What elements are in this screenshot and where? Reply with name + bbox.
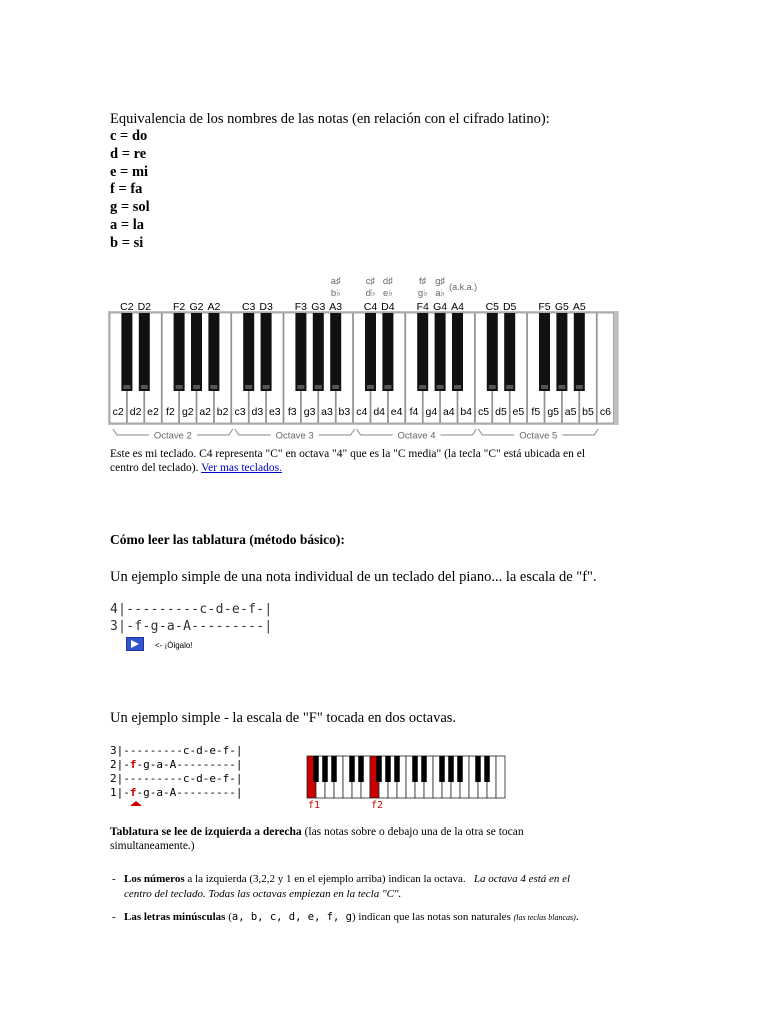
white-key-label: a2 xyxy=(199,406,212,418)
black-key-label: G2 xyxy=(189,301,204,313)
equiv-list xyxy=(110,128,150,253)
mini-black-key xyxy=(475,756,481,782)
bullet2-mono: a, b, c, d, e, f, g xyxy=(231,911,352,923)
play-icon xyxy=(127,638,143,650)
white-key-label: b3 xyxy=(338,406,351,418)
black-key xyxy=(487,313,498,391)
mini-black-key xyxy=(376,756,382,782)
octave-bracket xyxy=(441,429,477,435)
tab1-line-1: 4|---------c-d-e-f-| xyxy=(110,602,273,617)
white-key-label: c5 xyxy=(478,406,490,418)
bullet2-close: ) indican que las notas son naturales xyxy=(352,911,514,923)
mini-black-key xyxy=(322,756,328,782)
equiv-item: d = re xyxy=(110,145,147,162)
black-key-label: C2 xyxy=(120,301,134,313)
tab1-line-2: 3|-f-g-a-A---------| xyxy=(110,619,273,634)
black-key xyxy=(295,313,306,391)
octave-label: Octave 2 xyxy=(153,430,192,442)
black-key-shine xyxy=(176,385,183,389)
black-key-label: A5 xyxy=(572,301,586,313)
black-key-shine xyxy=(123,385,130,389)
black-key xyxy=(191,313,202,391)
mini-black-key xyxy=(349,756,355,782)
caption-text: Este es mi teclado. C4 representa "C" en octava "4" que es la "C media" (la tecla "C" está ubicada en el xyxy=(110,448,586,460)
caption-text-2: centro del teclado). xyxy=(110,462,199,474)
tab2-line xyxy=(110,772,242,786)
black-key-label: A2 xyxy=(207,301,221,313)
black-key-shine xyxy=(419,385,426,389)
black-key xyxy=(382,313,393,391)
mini-octave-label: f1 xyxy=(308,800,321,810)
tab2-suffix: -g-a-A---------| xyxy=(136,786,243,799)
white-key-label: c3 xyxy=(234,406,246,418)
black-key xyxy=(261,313,272,391)
octave-label: Octave 4 xyxy=(397,430,436,442)
black-key-label: F4 xyxy=(416,301,429,313)
reading-bold: Tablatura se lee de izquierda a derecha xyxy=(110,826,302,838)
mini-keyboard-diagram xyxy=(306,754,506,810)
white-key-label: f3 xyxy=(287,406,297,418)
black-key xyxy=(365,313,376,391)
octave-label: Octave 3 xyxy=(275,430,314,442)
bullet2-end: . xyxy=(575,911,579,923)
bullet-dash: - xyxy=(112,911,116,923)
white-key-label: e3 xyxy=(268,406,281,418)
sharp-label: d♯ xyxy=(382,276,393,287)
black-key-shine xyxy=(263,385,270,389)
bullet1-bold: Los números xyxy=(124,873,185,885)
white-key-label: g3 xyxy=(303,406,316,418)
black-key-shine xyxy=(141,385,148,389)
bullet-lowercase-letters xyxy=(112,910,672,925)
equiv-item: g = sol xyxy=(110,199,150,216)
black-key-shine xyxy=(454,385,461,389)
reading-rest-2: simultaneamente.) xyxy=(110,840,195,852)
equiv-item: f = fa xyxy=(110,181,143,198)
tab2-line xyxy=(110,758,242,772)
piano-keyboard-diagram xyxy=(108,268,634,448)
mini-black-key xyxy=(484,756,490,782)
white-key-label: b5 xyxy=(582,406,594,418)
black-key-shine xyxy=(332,385,339,389)
white-key-label: c6 xyxy=(599,406,611,418)
black-key-label: F3 xyxy=(294,301,308,313)
mini-black-key xyxy=(448,756,454,782)
white-key-label: f5 xyxy=(531,406,541,418)
play-button[interactable] xyxy=(126,637,144,651)
white-key-label: g2 xyxy=(181,406,194,418)
black-key-label: D4 xyxy=(381,301,395,313)
octave-bracket xyxy=(562,429,598,435)
black-key xyxy=(139,313,150,391)
white-key-label: e5 xyxy=(512,406,525,418)
equiv-item: a = la xyxy=(110,216,145,233)
aka-label: (a.k.a.) xyxy=(449,282,478,292)
mini-black-key xyxy=(358,756,364,782)
octave-bracket xyxy=(197,429,233,435)
reading-rest: (las notas sobre o debajo una de la otra se tocan xyxy=(301,826,524,838)
black-key-label: D3 xyxy=(259,301,273,313)
tab2-suffix: -g-a-A---------| xyxy=(136,758,243,771)
black-key-label: C4 xyxy=(363,301,378,313)
black-key xyxy=(243,313,254,391)
white-key-label: f4 xyxy=(409,406,419,418)
mini-black-key xyxy=(385,756,391,782)
black-key-shine xyxy=(541,385,548,389)
black-key-label: G4 xyxy=(433,301,448,313)
mini-black-key xyxy=(457,756,463,782)
sharp-label: f♯ xyxy=(419,276,427,287)
flat-label: g♭ xyxy=(417,288,428,299)
bullet2-open: ( xyxy=(225,911,232,923)
white-key-label: e4 xyxy=(390,406,403,418)
black-key xyxy=(208,313,219,391)
tab2-line xyxy=(110,744,242,758)
mini-white-key xyxy=(496,756,505,798)
black-key-shine xyxy=(210,385,217,389)
black-key-label: F5 xyxy=(538,301,551,313)
equiv-item: b = si xyxy=(110,234,144,251)
more-keyboards-link[interactable]: Ver mas teclados. xyxy=(201,462,282,474)
mini-black-key xyxy=(412,756,418,782)
black-key-label: A3 xyxy=(329,301,343,313)
black-key xyxy=(504,313,515,391)
flat-label: e♭ xyxy=(383,288,393,299)
reading-note xyxy=(110,825,670,853)
example1-text: Un ejemplo simple de una nota individual de un teclado del piano... la escala de "f". xyxy=(110,569,597,585)
tab2-prefix: 2|-------- xyxy=(110,772,177,785)
white-key-label: c4 xyxy=(356,406,368,418)
caret-up-icon xyxy=(128,799,144,807)
white-key-label: g5 xyxy=(547,406,560,418)
black-key-shine xyxy=(576,385,583,389)
black-key-label: G5 xyxy=(554,301,569,313)
black-key-shine xyxy=(245,385,252,389)
white-key-label: b2 xyxy=(216,406,229,418)
sharp-label: a♯ xyxy=(330,276,341,287)
tab2-red-note: f xyxy=(129,758,137,771)
black-key-shine xyxy=(193,385,200,389)
mini-black-key xyxy=(313,756,319,782)
white-key-label: e2 xyxy=(147,406,159,418)
black-key-label: F2 xyxy=(172,301,186,313)
tab2-suffix: -c-d-e-f-| xyxy=(176,744,243,757)
black-key-shine xyxy=(367,385,374,389)
white-key-label: a5 xyxy=(564,406,577,418)
sharp-label: c♯ xyxy=(365,276,376,287)
flat-label: d♭ xyxy=(365,288,376,299)
flat-label: b♭ xyxy=(330,288,341,299)
octave-bracket xyxy=(113,429,149,435)
bullet1-text: a la izquierda (3,2,2 y 1 en el ejemplo arriba) indican la octava. xyxy=(184,873,466,885)
flat-label: a♭ xyxy=(435,288,445,299)
black-key xyxy=(174,313,185,391)
tab2-suffix: -c-d-e-f-| xyxy=(176,772,243,785)
mini-black-key xyxy=(421,756,427,782)
bullet2-small: (las teclas blancas) xyxy=(513,913,576,922)
mini-black-key xyxy=(394,756,400,782)
bullet2-bold: Las letras minúsculas xyxy=(124,911,226,923)
black-key xyxy=(313,313,324,391)
bullet1-italic-2: centro del teclado. Todas las octavas empiezan en la tecla "C". xyxy=(124,888,402,900)
black-key-shine xyxy=(506,385,513,389)
tab2-prefix: 3|-------- xyxy=(110,744,177,757)
black-key xyxy=(417,313,428,391)
black-key xyxy=(556,313,567,391)
black-key xyxy=(330,313,341,391)
bullet-dash: - xyxy=(112,873,116,885)
octave-bracket xyxy=(235,429,271,435)
tab2-block xyxy=(110,744,242,800)
black-key xyxy=(539,313,550,391)
black-key xyxy=(121,313,132,391)
black-key-shine xyxy=(489,385,496,389)
black-key xyxy=(574,313,585,391)
tab2-line xyxy=(110,786,242,800)
play-label: <- ¡Óigalo! xyxy=(155,641,193,650)
black-key-shine xyxy=(437,385,444,389)
black-key xyxy=(435,313,446,391)
black-key-shine xyxy=(315,385,322,389)
white-key-label: d3 xyxy=(251,406,264,418)
mini-black-key xyxy=(331,756,337,782)
mini-octave-label: f2 xyxy=(371,800,384,810)
black-key-label: D5 xyxy=(502,301,517,313)
example2-text: Un ejemplo simple - la escala de "F" tocada en dos octavas. xyxy=(110,710,457,726)
octave-label: Octave 5 xyxy=(519,430,558,442)
sharp-label: g♯ xyxy=(435,276,446,287)
white-key-label: g4 xyxy=(425,406,438,418)
black-key-label: C3 xyxy=(241,301,256,313)
white-key-label: a4 xyxy=(442,406,455,418)
black-key-label: G3 xyxy=(311,301,326,313)
equiv-item: e = mi xyxy=(110,163,149,180)
black-key xyxy=(452,313,463,391)
white-key-label: d5 xyxy=(495,406,507,418)
black-key-label: D2 xyxy=(137,301,152,313)
keyboard-caption xyxy=(110,447,650,475)
black-key-shine xyxy=(558,385,565,389)
tab2-red-note: f xyxy=(129,786,137,799)
white-key-label: a3 xyxy=(321,406,333,418)
equiv-item: c = do xyxy=(110,128,148,144)
black-key-label: C5 xyxy=(485,301,500,313)
white-key-label: f2 xyxy=(166,406,175,418)
octave-bracket xyxy=(357,429,393,435)
bullet-octave-numbers xyxy=(112,872,672,902)
equiv-heading: Equivalencia de los nombres de las notas (en relación con el cifrado latino): xyxy=(110,111,550,127)
white-key-label: d4 xyxy=(373,406,386,418)
section-title: Cómo leer las tablatura (método básico): xyxy=(110,532,345,547)
octave-bracket xyxy=(478,429,514,435)
bullet1-italic: La octava 4 está en el xyxy=(473,873,571,885)
white-key-label: c2 xyxy=(112,406,124,418)
black-key-shine xyxy=(384,385,391,389)
white-key-label: b4 xyxy=(460,406,473,418)
mini-black-key xyxy=(439,756,445,782)
white-key-label: d2 xyxy=(129,406,142,418)
octave-bracket xyxy=(319,429,355,435)
tab2-prefix: 1|- xyxy=(110,786,130,799)
tab2-prefix: 2|- xyxy=(110,758,130,771)
black-key-label: A4 xyxy=(451,301,464,313)
black-key-shine xyxy=(297,385,304,389)
